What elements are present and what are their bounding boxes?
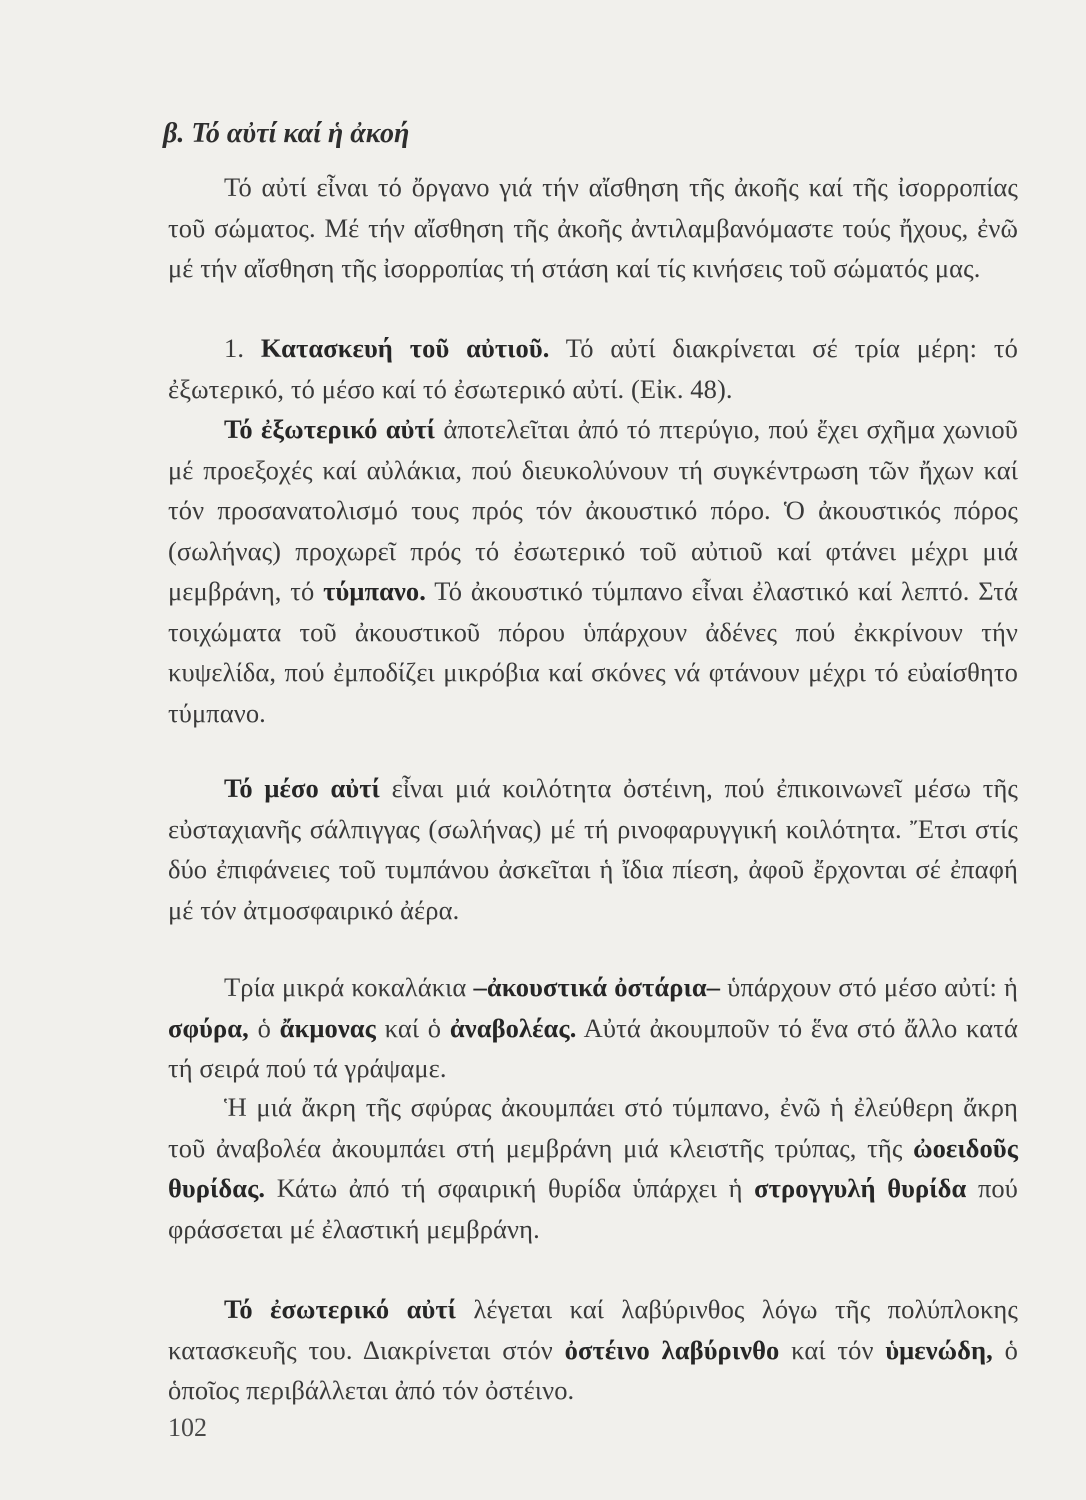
page-number: 102 bbox=[168, 1413, 207, 1442]
term-outer-ear: Τό ἐξωτερικό αὐτί bbox=[224, 414, 436, 444]
paragraph-inner-ear: Τό ἐσωτερικό αὐτί λέγεται καί λαβύρινθος λόγω τῆς πολύπλοκης κατασκευῆς του. Διακρίνεται στόν ὀστέινο λαβύρινθο καί τόν ὑμενώδη, ὁ ὁποῖος περιβάλλεται ἀπό τόν ὀστέινο. bbox=[168, 1294, 1018, 1405]
term-middle-ear: Τό μέσο αὐτί bbox=[224, 773, 380, 803]
term-inner-ear: Τό ἐσωτερικό αὐτί bbox=[224, 1294, 457, 1324]
paragraph-structure: 1. Κατασκευή τοῦ αὐτιοῦ. Τό αὐτί διακρίνεται σέ τρία μέρη: τό ἐξωτερικό, τό μέσο καί τό ἐσωτερικό αὐτί. (Εἰκ. 48). bbox=[168, 333, 1018, 404]
item-number: 1. bbox=[224, 333, 245, 363]
subheading-structure: Κατασκευή τοῦ αὐτιοῦ. bbox=[260, 333, 550, 363]
term-round-window: στρογγυλή θυρίδα bbox=[754, 1173, 967, 1203]
term-oval-window: ὠοειδοῦς θυρίδας. bbox=[168, 1132, 1018, 1203]
term-eardrum: τύμπανο. bbox=[323, 576, 426, 606]
term-bony-labyrinth: ὀστέινο λαβύρινθο bbox=[564, 1334, 780, 1365]
paragraph-ossicles: Τρία μικρά κοκαλάκια –ἀκουστικά ὀστάρια– ὑπάρχουν στό μέσο αὐτί: ἡ σφύρα, ὁ ἄκμονας καί ὁ ἀναβολέας. Αὐτά ἀκουμποῦν τό ἕνα στό ἄλλο κατά τή σειρά πού τά γράψαμε. bbox=[168, 972, 1018, 1083]
paragraph-outer-ear: Τό ἐξωτερικό αὐτί ἀποτελεῖται ἀπό τό πτερύγιο, πού ἔχει σχῆμα χωνιοῦ μέ προεξοχές καί αὐλάκια, πού διευκολύνουν τή συγκέντρωση τῶν ἤχων καί τόν προσανατολισμό τους πρός τόν ἀκουστικό πόρο. Ὁ ἀκουστικός πόρος (σωλήνας) προχωρεῖ πρός τό ἐσωτερικό τοῦ αὐτιοῦ καί φτάνει μέχρι μιά μεμβράνη, τό τύμπανο. Τό ἀκουστικό τύμπανο εἶναι ἐλαστικό καί λεπτό. Στά τοιχώματα τοῦ ἀκουστικοῦ πόρου ὑπάρχουν ἀδένες πού ἐκκρίνουν τήν κυψελίδα, πού ἐμποδίζει μικρόβια καί σκόνες νά φτάνουν μέχρι τό εὐαίσθητο τύμπανο. bbox=[168, 414, 1018, 728]
paragraph-windows: Ἡ μιά ἄκρη τῆς σφύρας ἀκουμπάει στό τύμπανο, ἐνῶ ἡ ἐλεύθερη ἄκρη τοῦ ἀναβολέα ἀκουμπάει στή μεμβράνη μιά κλειστῆς τρύπας, τῆς ὠοειδοῦς θυρίδας. Κάτω ἀπό τή σφαιρική θυρίδα ὑπάρχει ἡ στρογγυλή θυρίδα πού φράσσεται μέ ἐλαστική μεμβράνη. bbox=[168, 1092, 1019, 1244]
paragraph-middle-ear: Τό μέσο αὐτί εἶναι μιά κοιλότητα ὀστέινη, πού ἐπικοινωνεῖ μέσω τῆς εὐσταχιανῆς σάλπιγγας (σωλήνας) μέ τή ρινοφαρυγγική κοιλότητα. Ἔτσι στίς δύο ἐπιφάνειες τοῦ τυμπάνου ἀσκεῖται ἡ ἴδια πίεση, ἀφοῦ ἔρχονται σέ ἐπαφή μέ τόν ἀτμοσφαιρικό ἀέρα. bbox=[168, 773, 1018, 925]
term-anvil: ἄκμονας bbox=[279, 1012, 376, 1043]
term-stirrup: ἀναβολέας. bbox=[449, 1012, 577, 1043]
term-hammer: σφύρα, bbox=[168, 1012, 249, 1043]
section-heading: β. Τό αὐτί καί ἡ ἀκοή bbox=[163, 118, 410, 149]
term-ossicles: –ἀκουστικά ὀστάρια– bbox=[473, 972, 721, 1002]
term-membranous: ὑμενώδη, bbox=[885, 1334, 993, 1365]
paragraph-intro: Τό αὐτί εἶναι τό ὄργανο γιά τήν αἴσθηση τῆς ἀκοῆς καί τῆς ἰσορροπίας τοῦ σώματος. Μέ τήν αἴσθηση τῆς ἀκοῆς ἀντιλαμβανόμαστε τούς ἤχους, ἐνῶ μέ τήν αἴσθηση τῆς ἰσορροπίας τή στάση καί τίς κινήσεις τοῦ σώματός μας. bbox=[168, 172, 1018, 283]
